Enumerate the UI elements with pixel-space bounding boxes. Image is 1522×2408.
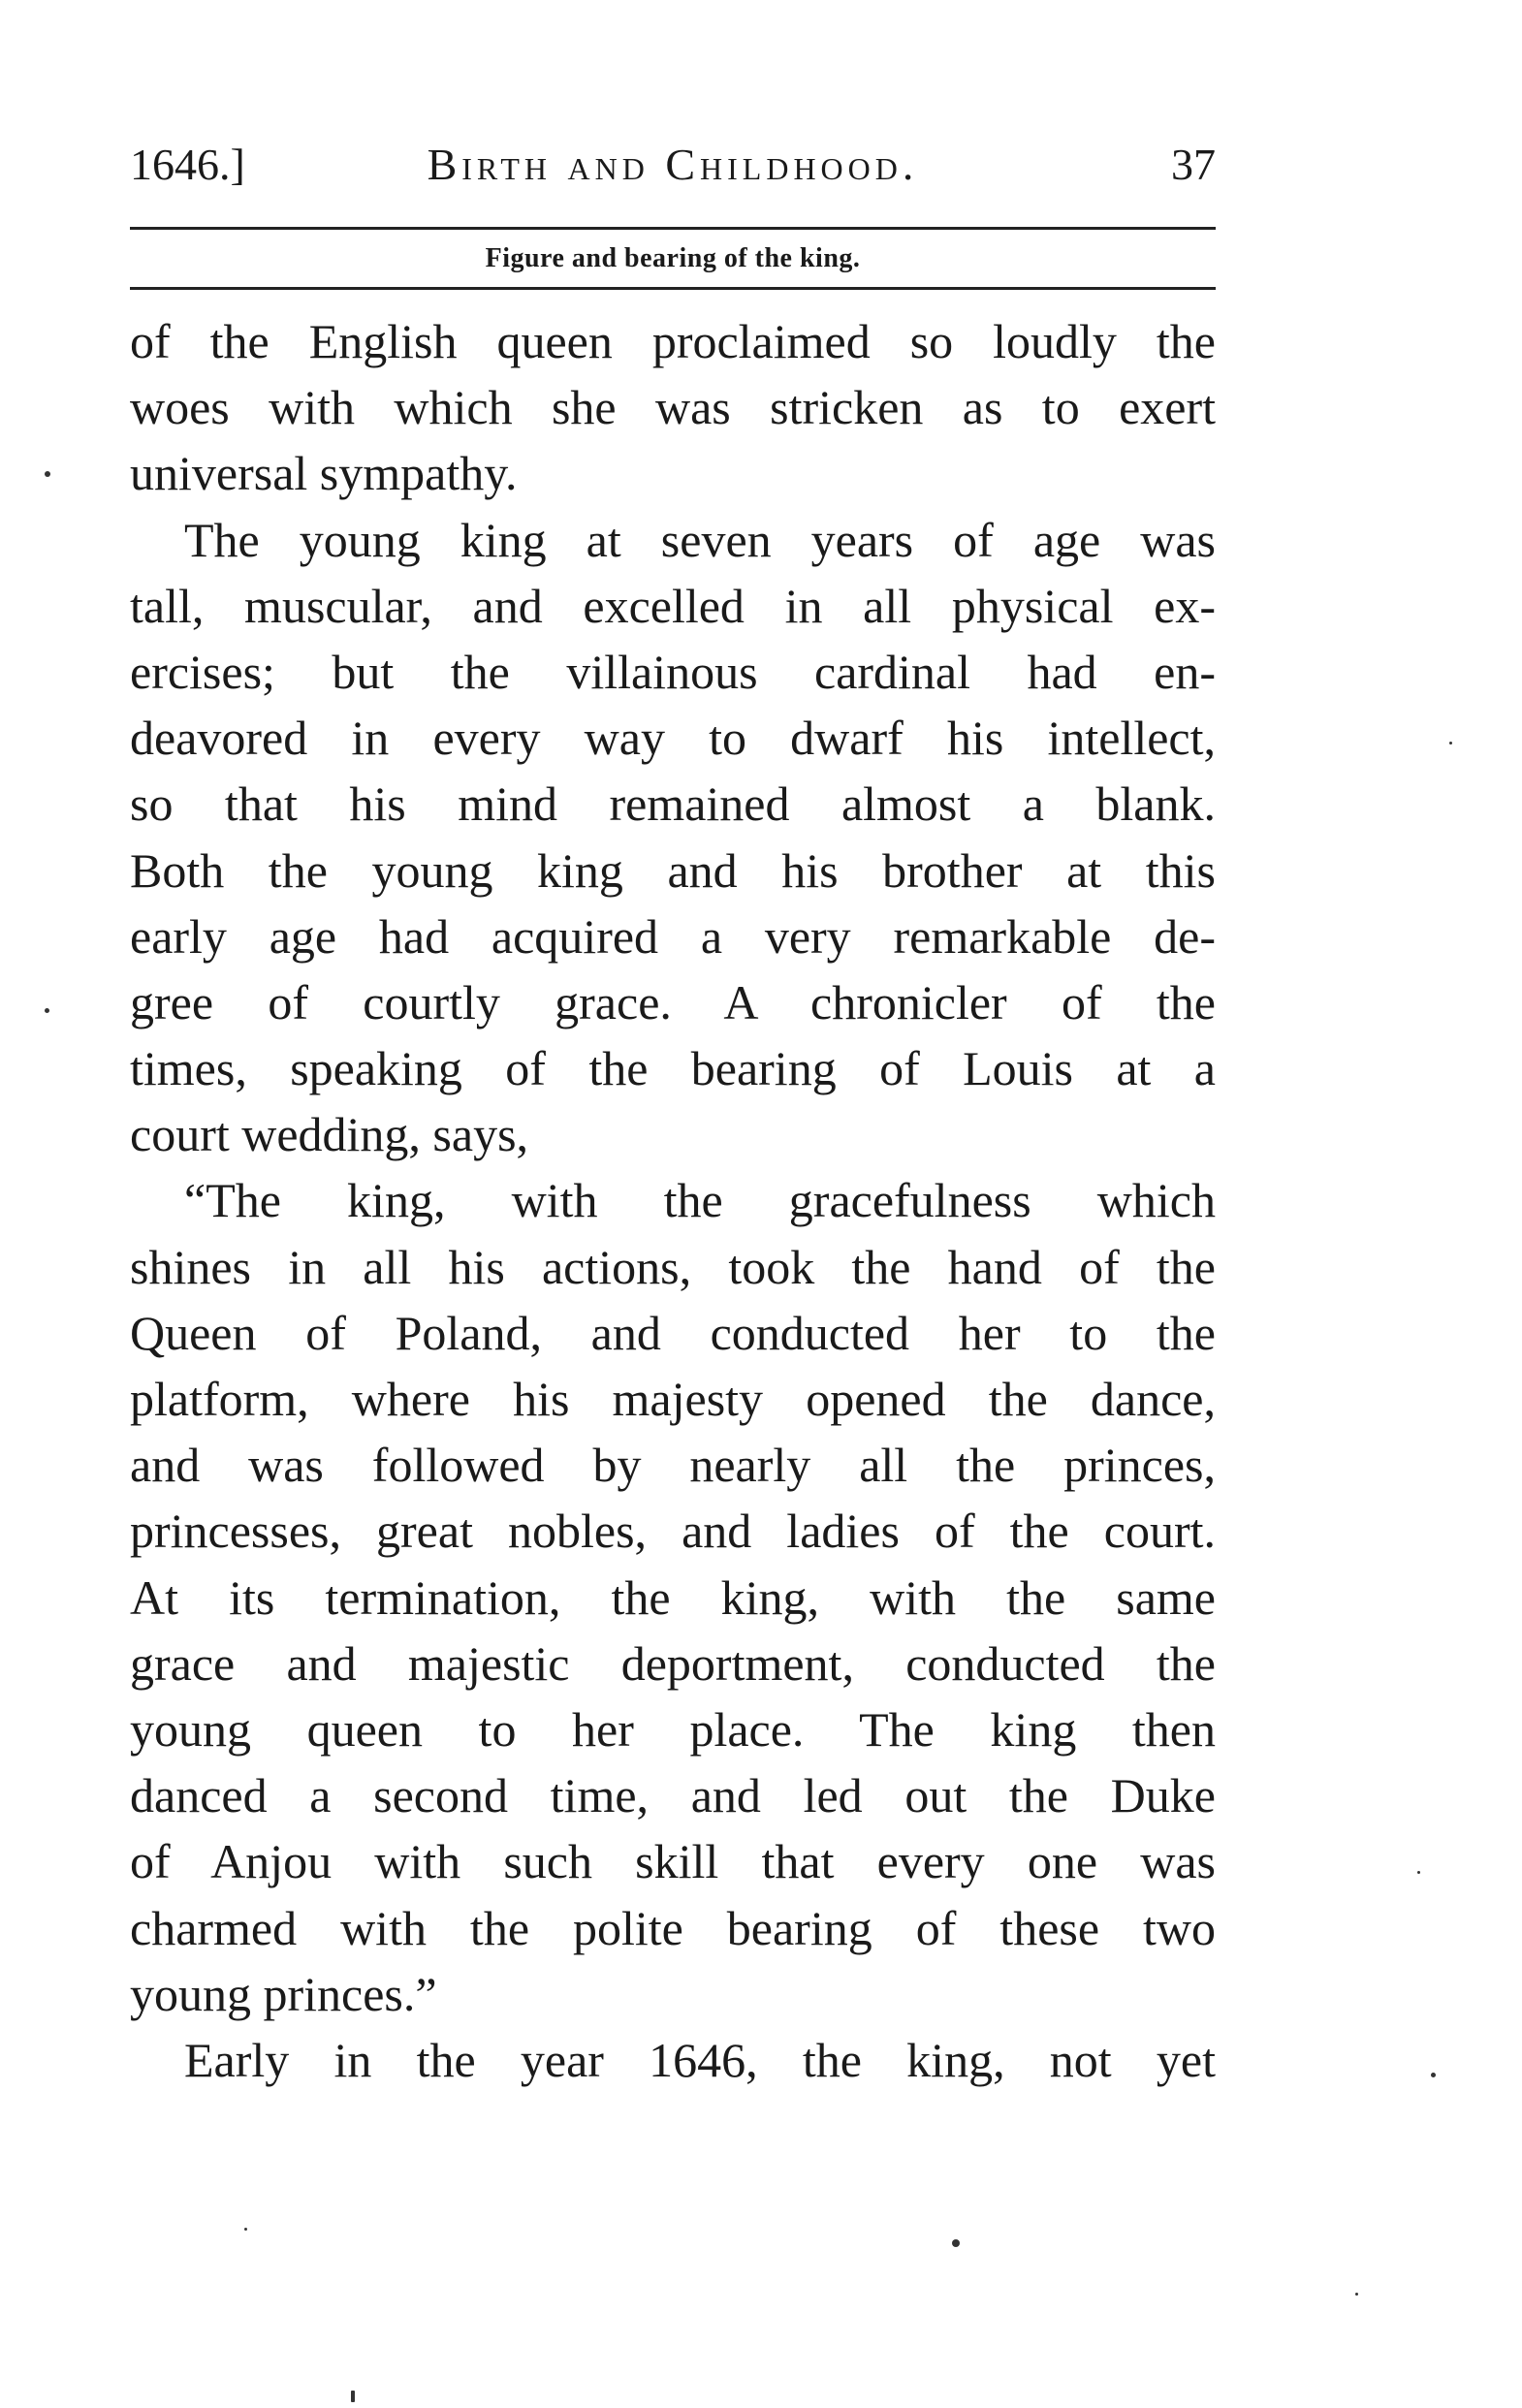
header-title: Birth and Childhood.	[427, 140, 919, 189]
text-line: shines in all his actions, took the hand of the	[130, 1239, 1216, 1294]
text-line: grace and majestic deportment, conducted the	[130, 1635, 1216, 1691]
scan-speck	[351, 2391, 355, 2402]
header-rule-top	[130, 227, 1216, 230]
text-line: young queen to her place. The king then	[130, 1701, 1216, 1757]
scan-speck	[45, 471, 50, 477]
page-number: 37	[1171, 140, 1216, 189]
scan-speck	[1355, 2293, 1358, 2296]
text-line: At its termination, the king, with the same	[130, 1569, 1216, 1625]
section-subhead: Figure and bearing of the king.	[485, 243, 861, 273]
scan-speck	[244, 2228, 247, 2231]
text-line: universal sympathy.	[130, 446, 518, 501]
text-line: woes with which she was stricken as to exert	[130, 380, 1216, 435]
text-line: “The king, with the gracefulness which	[184, 1173, 1216, 1228]
scan-speck	[952, 2239, 960, 2247]
body-text	[130, 308, 1216, 2093]
text-line: Early in the year 1646, the king, not yet	[184, 2032, 1216, 2087]
text-line: ercises; but the villainous cardinal had en-	[130, 644, 1216, 699]
text-line: of Anjou with such skill that every one was	[130, 1834, 1216, 1889]
text-line: The young king at seven years of age was	[184, 512, 1216, 567]
running-header	[130, 136, 1216, 194]
text-line: gree of courtly grace. A chronicler of the	[130, 974, 1216, 1030]
text-line: early age had acquired a very remarkable de-	[130, 908, 1216, 964]
text-line: Both the young king and his brother at this	[130, 842, 1216, 898]
scan-speck	[1417, 1871, 1420, 1874]
text-line: times, speaking of the bearing of Louis at a	[130, 1041, 1216, 1096]
scan-speck	[1431, 2073, 1436, 2077]
text-line: princesses, great nobles, and ladies of the court.	[130, 1504, 1216, 1559]
scan-speck	[1449, 742, 1452, 745]
text-line: and was followed by nearly all the princes,	[130, 1438, 1216, 1493]
text-line: court wedding, says,	[130, 1107, 529, 1162]
text-line: tall, muscular, and excelled in all physical ex-	[130, 578, 1216, 633]
scan-speck	[45, 1008, 49, 1013]
header-rule-bottom	[130, 287, 1216, 290]
text-line: Queen of Poland, and conducted her to the	[130, 1305, 1216, 1360]
text-line: danced a second time, and led out the Duke	[130, 1768, 1216, 1823]
text-line: so that his mind remained almost a blank.	[130, 776, 1216, 832]
text-line: of the English queen proclaimed so loudly the	[130, 314, 1216, 368]
text-line: platform, where his majesty opened the dance,	[130, 1372, 1216, 1426]
text-line: deavored in every way to dwarf his intellect,	[130, 711, 1216, 766]
text-line: young princes.”	[130, 1966, 437, 2021]
header-year: 1646.]	[130, 140, 245, 189]
text-line: charmed with the polite bearing of these two	[130, 1900, 1216, 1955]
